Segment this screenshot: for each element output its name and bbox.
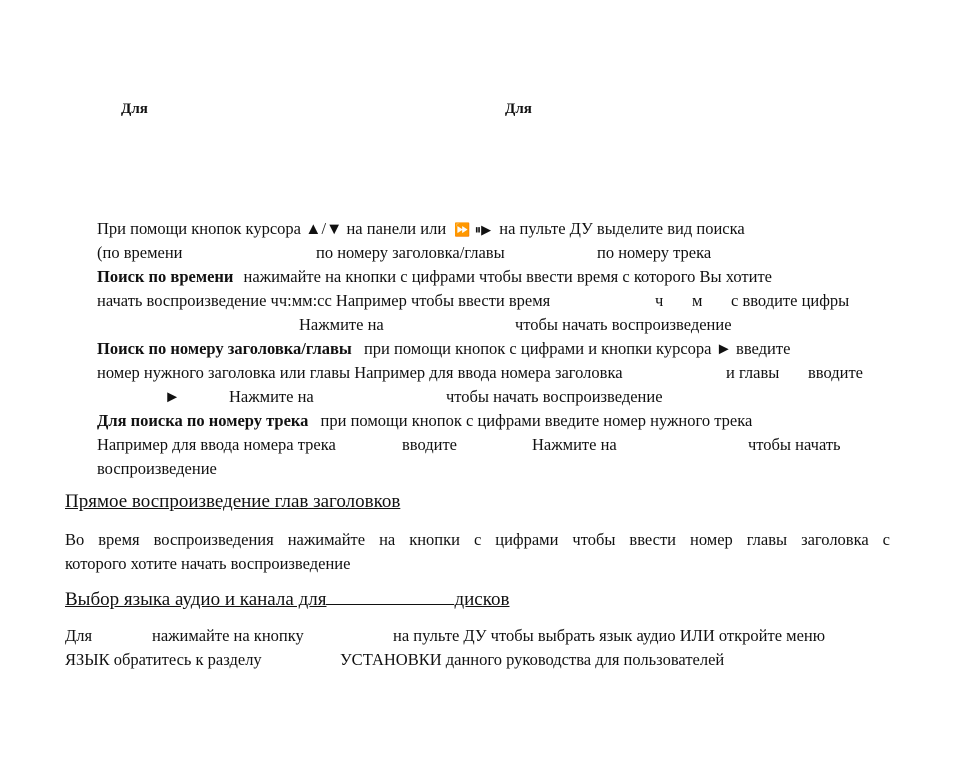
- audio-press-button-text: нажимайте на кнопку: [152, 626, 304, 645]
- title-search-heading: Поиск по номеру заголовка/главы: [97, 339, 352, 358]
- title-search-line-1: [97, 339, 790, 359]
- title-press-text: Нажмите на: [229, 387, 314, 406]
- audio-heading-gap: [326, 603, 454, 605]
- title-start-text: чтобы начать воспроизведение: [446, 387, 663, 406]
- track-playback-word: воспроизведение: [97, 459, 217, 478]
- track-enter-text: вводите: [402, 435, 458, 454]
- audio-heading-discs: дисков: [454, 589, 510, 610]
- audio-language-heading: [65, 589, 515, 611]
- title-search-text: при помощи кнопок с цифрами и кнопки курсора ► введите: [363, 339, 791, 358]
- mode-title-chapter: по номеру заголовка/главы: [316, 243, 505, 262]
- audio-language-menu-text: ЯЗЫК обратитесь к разделу: [65, 650, 262, 669]
- track-search-line-1: [97, 411, 752, 431]
- time-seconds-text: с вводите цифры: [731, 291, 850, 310]
- direct-playback-heading: Прямое воспроизведение глав заголовков: [65, 491, 401, 512]
- audio-heading-tail: [509, 589, 515, 610]
- time-minutes-unit: м: [692, 291, 703, 310]
- search-intro-text-2: на пульте ДУ выделите вид поиска: [499, 219, 745, 238]
- track-search-heading: Для поиска по номеру трека: [97, 411, 309, 430]
- track-search-text: при помощи кнопок с цифрами введите номер нужного трека: [320, 411, 753, 430]
- search-intro-text: При помощи кнопок курсора ▲/▼ на панели или: [97, 219, 447, 238]
- time-start-text: чтобы начать воспроизведение: [515, 315, 732, 334]
- title-enter-text: вводите: [808, 363, 864, 382]
- track-press-text: Нажмите на: [532, 435, 617, 454]
- audio-heading-text: Выбор языка аудио и канала для: [65, 589, 327, 610]
- time-search-text: нажимайте на кнопки с цифрами чтобы ввести время с которого Вы хотите: [243, 267, 772, 286]
- time-search-line-1: [97, 267, 772, 287]
- play-arrow-icon: ►: [164, 387, 181, 406]
- title-chapter-text: и главы: [726, 363, 780, 382]
- skip-pause-play-icons: ⏩ ⏸▶: [454, 223, 492, 238]
- track-example-text: Например для ввода номера трека: [97, 435, 336, 454]
- search-modes-line: [97, 243, 183, 263]
- time-hours-unit: ч: [655, 291, 664, 310]
- title-search-line-2: номер нужного заголовка или главы Например для ввода номера заголовка: [97, 363, 623, 382]
- direct-playback-line-1: Во время воспроизведения нажимайте на кнопки с цифрами чтобы ввести номер главы заголовка с: [65, 530, 890, 549]
- top-label-left: Для: [121, 101, 148, 117]
- time-press-text: Нажмите на: [299, 315, 384, 334]
- time-search-heading: Поиск по времени: [97, 267, 234, 286]
- audio-setup-reference: УСТАНОВКИ данного руководства для пользователей: [340, 650, 725, 669]
- time-search-line-2: начать воспроизведение чч:мм:сс Например чтобы ввести время: [97, 291, 551, 310]
- track-start-text: чтобы начать: [748, 435, 841, 454]
- direct-playback-line-2: которого хотите начать воспроизведение: [65, 554, 351, 573]
- mode-time: (по времени: [97, 243, 183, 262]
- mode-track: по номеру трека: [597, 243, 712, 262]
- top-label-right: Для: [505, 101, 532, 117]
- audio-for-text: Для: [65, 626, 93, 645]
- audio-remote-text: на пульте ДУ чтобы выбрать язык аудио ИЛИ откройте меню: [393, 626, 826, 645]
- search-line-1: [97, 219, 745, 239]
